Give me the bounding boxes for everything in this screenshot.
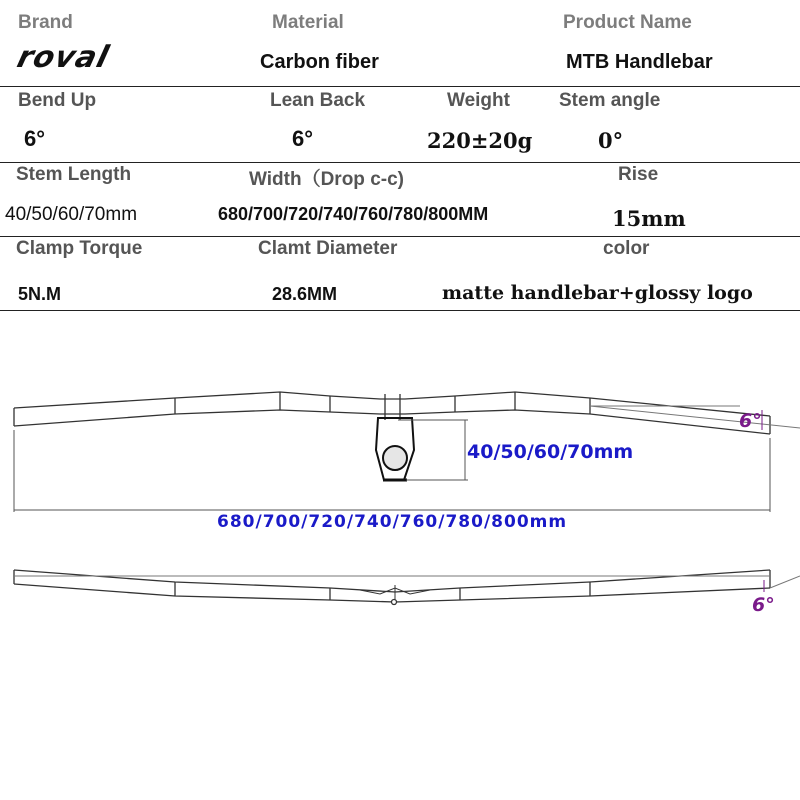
weight-label: Weight — [447, 90, 510, 111]
stem-angle-value: 0° — [598, 128, 624, 153]
bend-up-value: 6° — [24, 126, 46, 151]
stem-length-dim-label: 40/50/60/70mm — [467, 441, 634, 463]
clamp-torque-value: 5N.M — [18, 284, 62, 304]
width-dim-label: 680/700/720/740/760/780/800mm — [217, 512, 568, 532]
handlebar-diagram — [0, 330, 800, 630]
front-angle-label: 6° — [752, 594, 775, 616]
spec-row-1 — [0, 0, 800, 87]
clamp-diameter-label: Clamt Diameter — [258, 238, 398, 259]
width-label: Width（Drop c-c) — [249, 169, 404, 190]
material-value: Carbon fiber — [260, 51, 379, 73]
roval-logo: roval — [13, 40, 113, 75]
handlebar-front-view — [14, 570, 800, 605]
top-angle-label: 6° — [739, 410, 762, 432]
rise-label: Rise — [618, 164, 659, 185]
weight-value: 220±20g — [427, 128, 533, 153]
clamp-torque-label: Clamp Torque — [16, 238, 143, 259]
material-label: Material — [272, 12, 344, 33]
spec-table — [0, 0, 800, 320]
stem-length-label: Stem Length — [16, 164, 132, 185]
handlebar-top-view — [14, 392, 800, 512]
brand-label: Brand — [18, 12, 73, 33]
clamp-diameter-value: 28.6MM — [272, 284, 338, 304]
lean-back-label: Lean Back — [270, 90, 366, 111]
stem-angle-label: Stem angle — [559, 90, 661, 111]
rise-value: 15mm — [612, 206, 686, 231]
product-name-label: Product Name — [563, 12, 692, 33]
spec-row-3 — [0, 162, 800, 237]
width-value: 680/700/720/740/760/780/800MM — [218, 204, 489, 224]
bend-up-label: Bend Up — [18, 90, 97, 111]
product-name-value: MTB Handlebar — [566, 51, 713, 73]
stem-length-value: 40/50/60/70mm — [5, 204, 138, 225]
color-label: color — [603, 238, 650, 259]
spec-row-2 — [0, 86, 800, 163]
color-value: matte handlebar+glossy logo — [442, 282, 753, 304]
spec-row-4 — [0, 236, 800, 311]
lean-back-value: 6° — [292, 126, 314, 151]
